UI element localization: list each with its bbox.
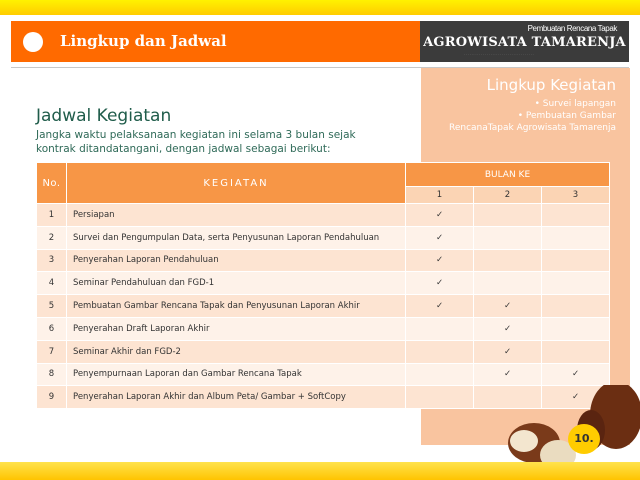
row-number: 3: [37, 249, 67, 272]
column-header-kegiatan: KEGIATAN: [67, 163, 406, 204]
column-header-month: 2: [474, 187, 542, 204]
row-activity: Survei dan Pengumpulan Data, serta Penyusunan Laporan Pendahuluan: [67, 226, 406, 249]
brand-tagline-graphic: · · · · · · · · · · · · · · · · · · · · · · · · · · · · · · · · · · · · ·: [464, 52, 534, 56]
table-row: [37, 272, 610, 295]
brand-subtitle: Pembuatan Rencana Tapak: [527, 24, 617, 33]
row-activity: Penyerahan Laporan Pendahuluan: [67, 249, 406, 272]
row-number: 2: [37, 226, 67, 249]
month-2-check: [474, 226, 542, 249]
row-activity: Penyerahan Draft Laporan Akhir: [67, 317, 406, 340]
month-2-check: ✓: [474, 340, 542, 363]
month-3-check: ✓: [542, 386, 610, 409]
month-3-check: [542, 317, 610, 340]
title-bar: [11, 21, 420, 62]
month-1-check: ✓: [406, 295, 474, 318]
row-number: 8: [37, 363, 67, 386]
month-3-check: [542, 226, 610, 249]
month-2-check: [474, 249, 542, 272]
month-3-check: [542, 249, 610, 272]
side-panel-item: • Pembuatan Gambar: [517, 111, 616, 121]
table-row: [37, 204, 610, 227]
column-header-month: 1: [406, 187, 474, 204]
row-activity: Seminar Pendahuluan dan FGD-1: [67, 272, 406, 295]
page-number-badge: 10.: [568, 424, 600, 454]
row-activity: Persiapan: [67, 204, 406, 227]
month-3-check: [542, 295, 610, 318]
column-header-no: No.: [37, 163, 67, 204]
month-3-check: [542, 272, 610, 295]
month-1-check: [406, 340, 474, 363]
row-activity: Seminar Akhir dan FGD-2: [67, 340, 406, 363]
row-number: 5: [37, 295, 67, 318]
bottom-accent-stripe: [0, 462, 640, 480]
month-3-check: [542, 340, 610, 363]
slide-title: Lingkup dan Jadwal: [60, 32, 227, 50]
month-3-check: ✓: [542, 363, 610, 386]
month-1-check: ✓: [406, 272, 474, 295]
month-2-check: ✓: [474, 363, 542, 386]
table-row: [37, 226, 610, 249]
row-number: 6: [37, 317, 67, 340]
month-2-check: ✓: [474, 295, 542, 318]
table-row: [37, 340, 610, 363]
row-number: 4: [37, 272, 67, 295]
row-activity: Penyempurnaan Laporan dan Gambar Rencana Tapak: [67, 363, 406, 386]
table-row: [37, 317, 610, 340]
month-2-check: [474, 204, 542, 227]
table-row: [37, 295, 610, 318]
column-header-bulan: BULAN KE: [406, 163, 610, 187]
month-3-check: [542, 204, 610, 227]
row-activity: Penyerahan Laporan Akhir dan Album Peta/ Gambar + SoftCopy: [67, 386, 406, 409]
row-number: 9: [37, 386, 67, 409]
column-header-month: 3: [542, 187, 610, 204]
schedule-table: [36, 162, 610, 409]
fruit-flesh-shape: [510, 430, 538, 452]
month-1-check: [406, 386, 474, 409]
side-panel-title: Lingkup Kegiatan: [486, 76, 616, 94]
row-activity: Pembuatan Gambar Rencana Tapak dan Penyusunan Laporan Akhir: [67, 295, 406, 318]
month-1-check: ✓: [406, 249, 474, 272]
table-row: [37, 363, 610, 386]
brand-title: AGROWISATA TAMARENJA: [423, 35, 626, 50]
month-2-check: [474, 272, 542, 295]
side-panel-item: • Survei lapangan: [534, 99, 616, 109]
row-number: 7: [37, 340, 67, 363]
top-accent-stripe: [0, 0, 640, 15]
section-heading: Jadwal Kegiatan: [36, 106, 172, 126]
month-1-check: ✓: [406, 226, 474, 249]
schedule-table-body: [37, 204, 610, 409]
brand-logo: [420, 21, 629, 62]
table-row: [37, 249, 610, 272]
intro-paragraph: Jangka waktu pelaksanaan kegiatan ini selama 3 bulan sejak kontrak ditandatangani, dengan jadwal sebagai berikut:: [36, 129, 356, 155]
month-1-check: [406, 317, 474, 340]
month-1-check: [406, 363, 474, 386]
month-2-check: ✓: [474, 317, 542, 340]
side-panel-item: RencanaTapak Agrowisata Tamarenja: [448, 123, 616, 133]
row-number: 1: [37, 204, 67, 227]
bullet-circle-icon: [23, 32, 43, 52]
month-1-check: ✓: [406, 204, 474, 227]
